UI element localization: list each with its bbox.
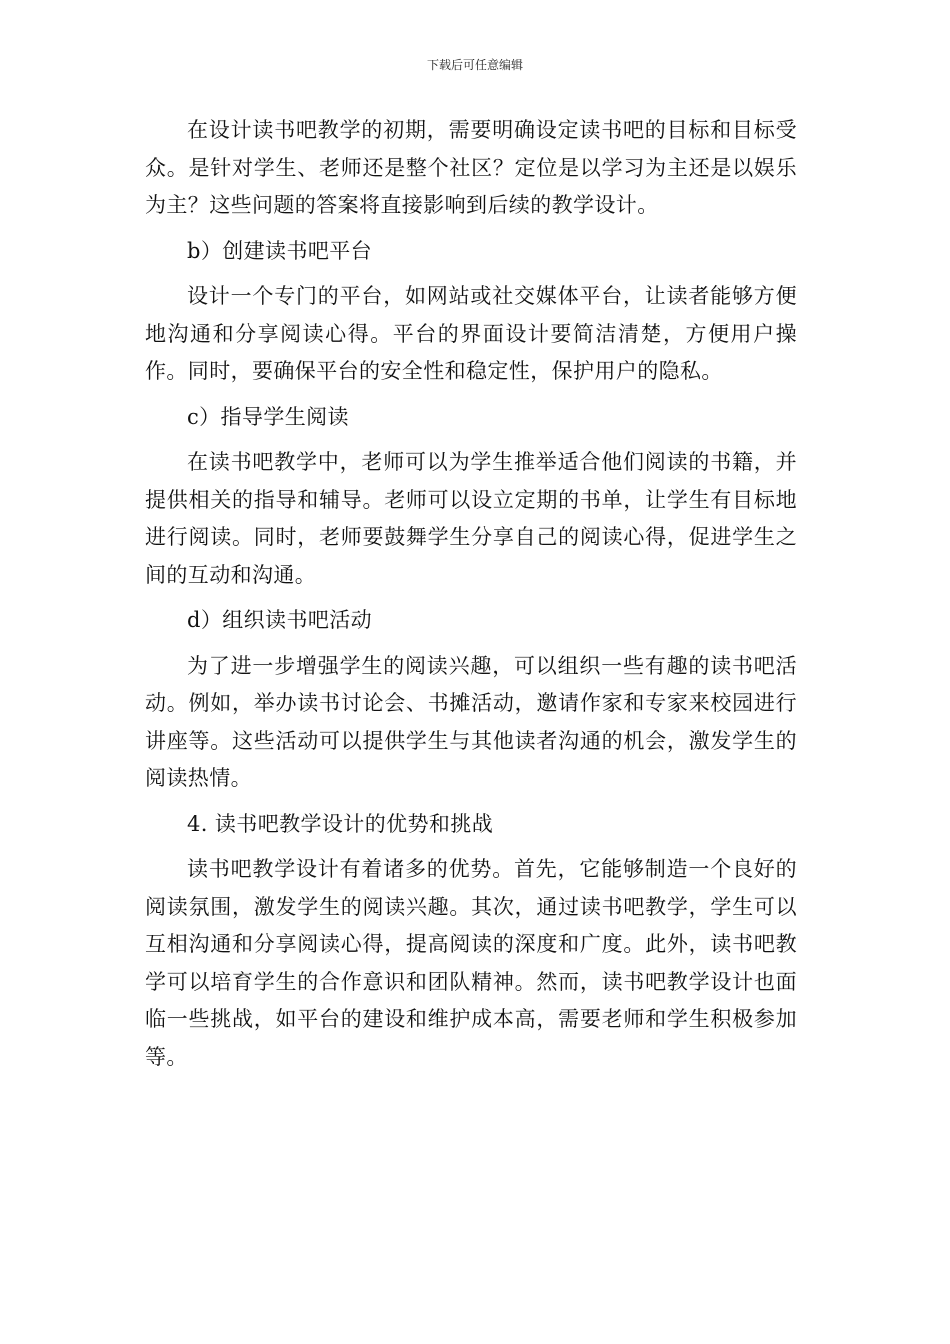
heading-guide-reading: c）指导学生阅读: [187, 404, 349, 429]
page-header: 下载后可任意编辑: [426, 58, 523, 72]
paragraph-activities: 为了进一步增强学生的阅读兴趣，可以组织一些有趣的读书吧活动。例如，举办读书讨论会、书摊活动，邀请作家和专家来校园进行讲座等。这些活动可以提供学生与其他读者沟通的机会，激发学生的阅读热情。: [145, 653, 797, 790]
heading-create-platform: b）创建读书吧平台: [187, 238, 373, 263]
heading-organize-activities: d）组织读书吧活动: [187, 608, 373, 632]
document-body: [145, 112, 797, 1076]
paragraph-guidance: 在读书吧教学中，老师可以为学生推举适合他们阅读的书籍，并提供相关的指导和辅导。老师可以设立定期的书单，让学生有目标地进行阅读。同时，老师要鼓舞学生分享自己的阅读心得，促进学生之间的互动和沟通。: [145, 450, 797, 587]
paragraph-goals: 在设计读书吧教学的初期，需要明确设定读书吧的目标和目标受众。是针对学生、老师还是整个社区？定位是以学习为主还是以娱乐为主？这些问题的答案将直接影响到后续的教学设计。: [145, 118, 797, 217]
paragraph-advantages: 读书吧教学设计有着诸多的优势。首先，它能够制造一个良好的阅读氛围，激发学生的阅读兴趣。其次，通过读书吧教学，学生可以互相沟通和分享阅读心得，提高阅读的深度和广度。此外，读书吧教学可以培育学生的合作意识和团队精神。然而，读书吧教学设计也面临一些挑战，如平台的建设和维护成本高，需要老师和学生积极参加等。: [145, 857, 797, 1069]
paragraph-platform: 设计一个专门的平台，如网站或社交媒体平台，让读者能够方便地沟通和分享阅读心得。平台的界面设计要简洁清楚，方便用户操作。同时，要确保平台的安全性和稳定性，保护用户的隐私。: [145, 284, 797, 383]
heading-advantages-challenges: 4. 读书吧教学设计的优势和挑战: [187, 811, 494, 836]
